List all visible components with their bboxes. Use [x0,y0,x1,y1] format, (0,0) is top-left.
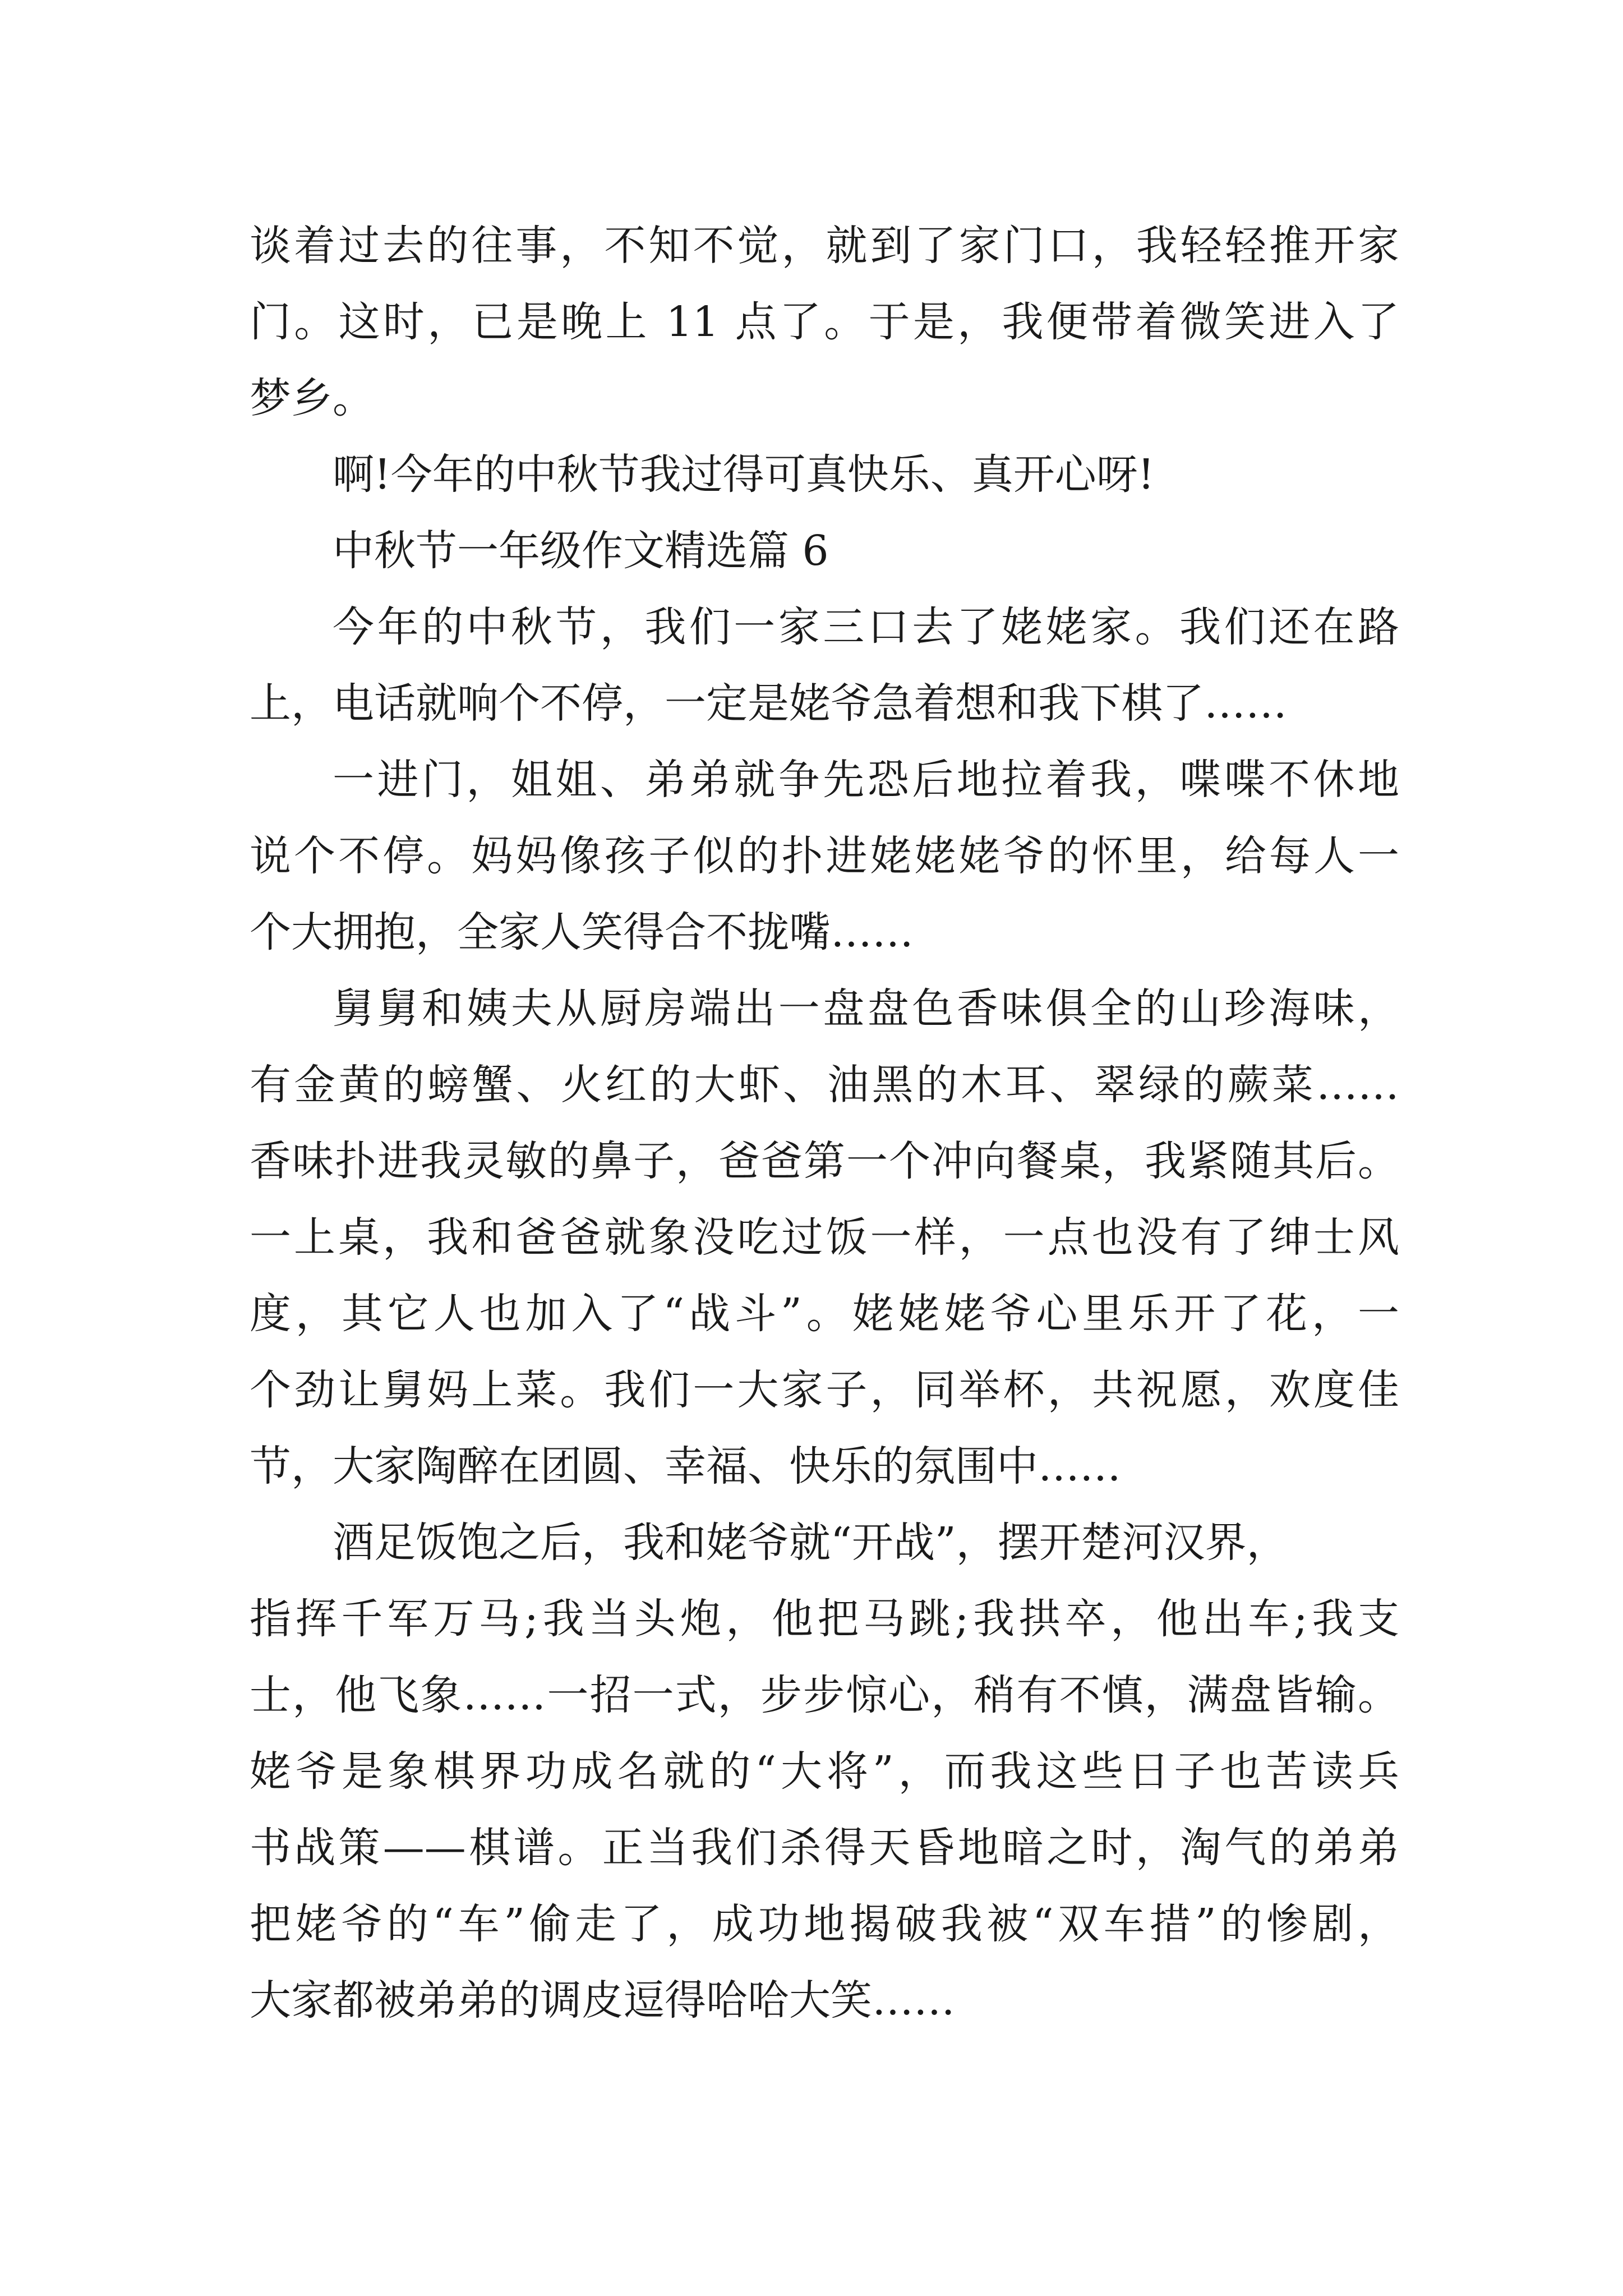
text-line: 门。这时，已是晚上 11 点了。于是，我便带着微笑进入了 [250,298,1399,346]
text-line: 大家都被弟弟的调皮逗得哈哈大笑…… [250,1976,955,2024]
text-line: 有金黄的螃蟹、火红的大虾、油黑的木耳、翠绿的蕨菜…… [250,1061,1399,1109]
text-line: 节，大家陶醉在团圆、幸福、快乐的氛围中…… [250,1442,1121,1490]
text-line: 把姥爷的“车”偷走了，成功地揭破我被“双车措”的惨剧， [250,1900,1399,1948]
text-line: 谈着过去的往事，不知不觉，就到了家门口，我轻轻推开家 [250,222,1399,270]
text-line: 说个不停。妈妈像孩子似的扑进姥姥姥爷的怀里，给每人一 [250,832,1399,880]
text-line: 一上桌，我和爸爸就象没吃过饭一样，一点也没有了绅士风 [250,1213,1399,1262]
text-line: 书战策——棋谱。正当我们杀得天昏地暗之时，淘气的弟弟 [250,1824,1399,1872]
text-line: 指挥千军万马;我当头炮，他把马跳;我拱卒，他出车;我支 [250,1595,1399,1643]
text-line: 香味扑进我灵敏的鼻子，爸爸第一个冲向餐桌，我紧随其后。 [250,1137,1399,1185]
text-line: 上，电话就响个不停，一定是姥爷急着想和我下棋了…… [250,679,1287,728]
text-line: 个大拥抱，全家人笑得合不拢嘴…… [250,908,914,956]
text-line: 梦乡。 [250,374,374,422]
text-line: 个劲让舅妈上菜。我们一大家子，同举杯，共祝愿，欢度佳 [250,1366,1399,1414]
text-line: 士，他飞象……一招一式，步步惊心，稍有不慎，满盘皆输。 [250,1671,1399,1719]
text-line: 酒足饭饱之后，我和姥爷就“开战”，摆开楚河汉界， [333,1519,1288,1567]
text-line: 今年的中秋节，我们一家三口去了姥姥家。我们还在路 [333,603,1399,651]
text-line: 姥爷是象棋界功成名就的“大将”，而我这些日子也苦读兵 [250,1747,1399,1796]
text-line: 啊!今年的中秋节我过得可真快乐、真开心呀! [333,450,1155,499]
essay-text [250,208,1399,2039]
section-heading: 中秋节一年级作文精选篇 6 [333,527,829,575]
text-line: 度，其它人也加入了“战斗”。姥姥姥爷心里乐开了花，一 [250,1290,1399,1338]
text-line: 一进门，姐姐、弟弟就争先恐后地拉着我，喋喋不休地 [333,756,1399,804]
text-line: 舅舅和姨夫从厨房端出一盘盘色香味俱全的山珍海味， [333,984,1399,1033]
